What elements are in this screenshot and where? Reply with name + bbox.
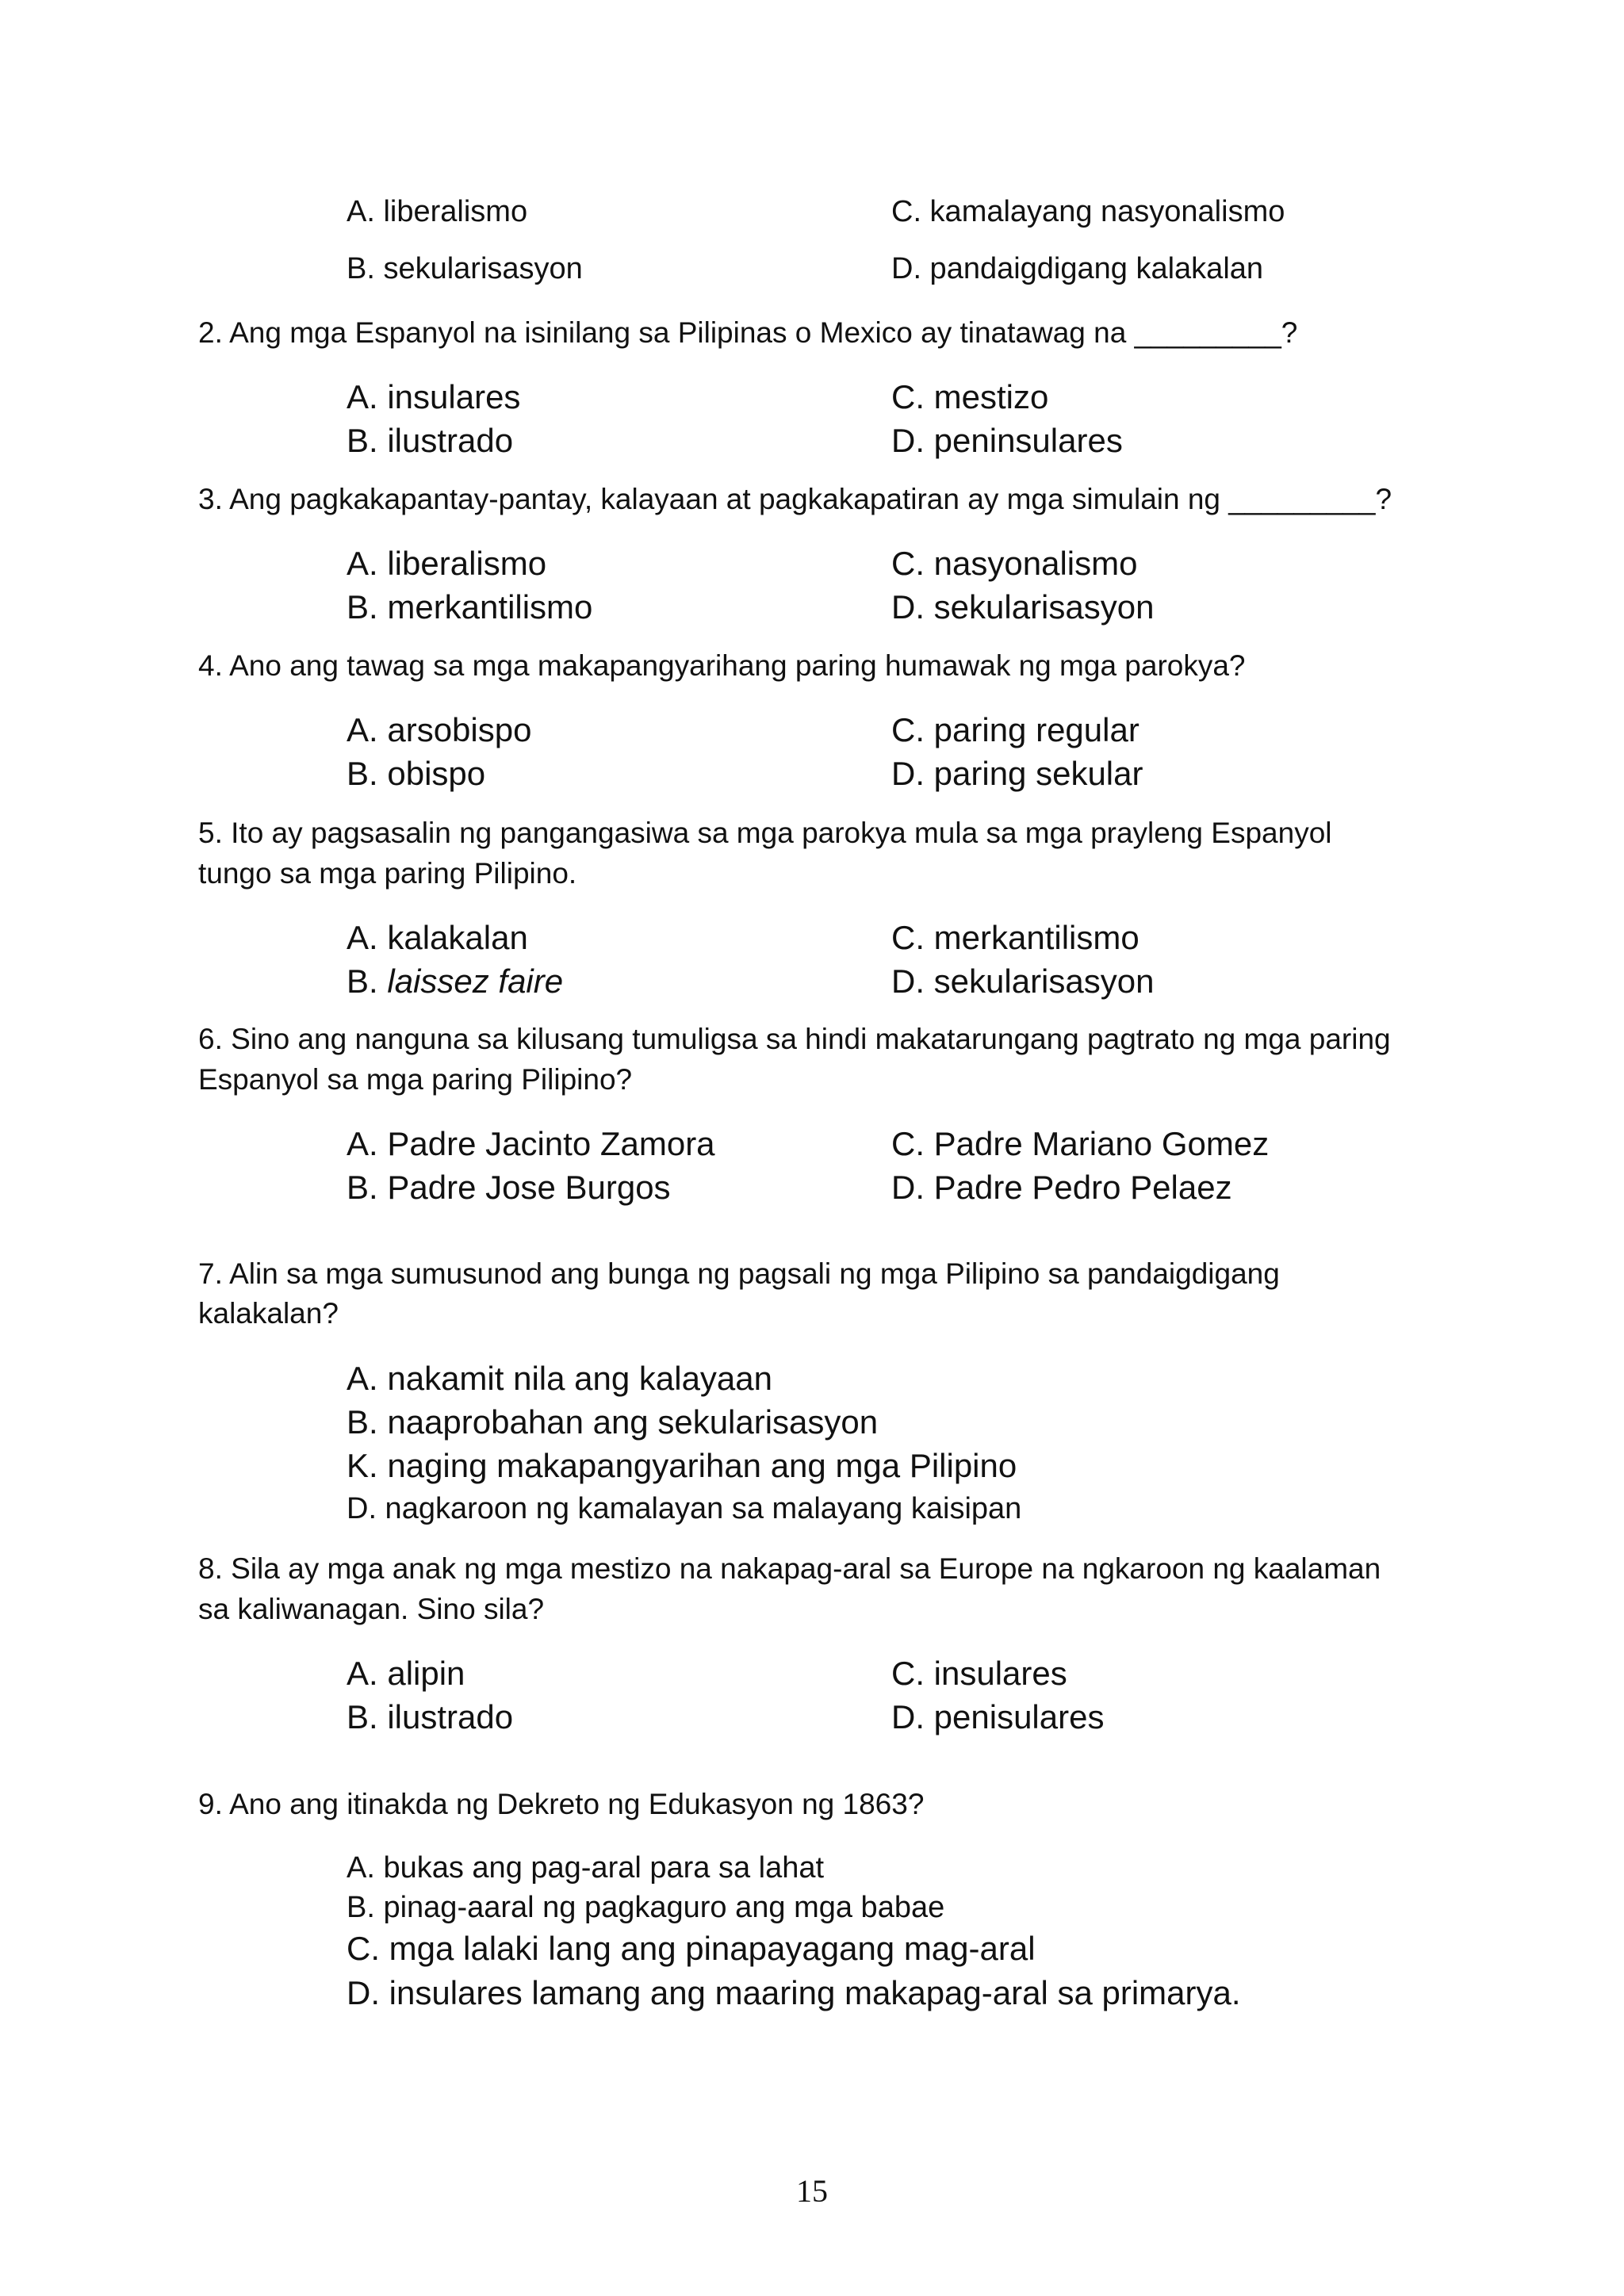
q8-option-a: A. alipin [347,1655,465,1692]
q5-option-d: D. sekularisasyon [891,962,1155,1000]
page-number: 15 [796,2173,828,2209]
q8-text-line1: 8. Sila ay mga anak ng mga mestizo na nakapag-aral sa Europe na ngkaroon ng kaalaman [198,1552,1381,1585]
q9-option-c: C. mga lalaki lang ang pinapayagang mag-aral [347,1930,1036,1967]
q5-text-line2: tungo sa mga paring Pilipino. [198,857,577,890]
q2-option-d: D. peninsulares [891,422,1123,459]
q1-option-b: B. sekularisasyon [347,252,583,285]
q3-option-d: D. sekularisasyon [891,588,1155,626]
q3-option-b: B. merkantilismo [347,588,593,626]
q7-text-line1: 7. Alin sa mga sumusunod ang bunga ng pagsali ng mga Pilipino sa pandaigdigang [198,1257,1280,1290]
q4-text: 4. Ano ang tawag sa mga makapangyarihang paring humawak ng mga parokya? [198,649,1246,682]
q6-option-d: D. Padre Pedro Pelaez [891,1169,1232,1206]
q4-option-c: C. paring regular [891,711,1139,748]
q4-option-a: A. arsobispo [347,711,532,748]
q2-option-b: B. ilustrado [347,422,514,459]
q1-option-a: A. liberalismo [347,195,528,228]
q8-text-line2: sa kaliwanagan. Sino sila? [198,1593,545,1625]
q9-option-d: D. insulares lamang ang maaring makapag-aral sa primarya. [347,1974,1241,2011]
q1-option-c: C. kamalayang nasyonalismo [891,195,1285,228]
q7-text-line2: kalakalan? [198,1297,339,1330]
q7-option-b: B. naaprobahan ang sekularisasyon [347,1403,879,1441]
q9-option-b: B. pinag-aaral ng pagkaguro ang mga babae [347,1891,945,1924]
q5-text-line1: 5. Ito ay pagsasalin ng pangangasiwa sa mga parokya mula sa mga prayleng Espanyol [198,817,1332,849]
q5-option-b-italic: laissez faire [387,962,564,1000]
q8-option-c: C. insulares [891,1655,1067,1692]
q3-option-c: C. nasyonalismo [891,545,1138,582]
q1-option-d: D. pandaigdigang kalakalan [891,252,1264,285]
q4-option-b: B. obispo [347,755,486,792]
q5-option-a: A. kalakalan [347,919,528,956]
q2-option-a: A. insulares [347,378,521,415]
q7-option-a: A. nakamit nila ang kalayaan [347,1360,772,1397]
q6-text-line2: Espanyol sa mga paring Pilipino? [198,1063,633,1096]
q3-text: 3. Ang pagkakapantay-pantay, kalayaan at pagkakapatiran ay mga simulain ng _________? [198,483,1392,515]
q6-option-a: A. Padre Jacinto Zamora [347,1125,715,1162]
q2-text: 2. Ang mga Espanyol na isinilang sa Pilipinas o Mexico ay tinatawag na _________? [198,316,1298,349]
q2-option-c: C. mestizo [891,378,1049,415]
q6-text-line1: 6. Sino ang nanguna sa kilusang tumuligsa sa hindi makatarungang pagtrato ng mga paring [198,1023,1391,1055]
q5-option-c: C. merkantilismo [891,919,1139,956]
q9-option-a: A. bukas ang pag-aral para sa lahat [347,1851,825,1885]
q3-option-a: A. liberalismo [347,545,547,582]
q6-option-b: B. Padre Jose Burgos [347,1169,671,1206]
q8-option-b: B. ilustrado [347,1698,514,1735]
q6-option-c: C. Padre Mariano Gomez [891,1125,1270,1162]
q9-text: 9. Ano ang itinakda ng Dekreto ng Edukasyon ng 1863? [198,1788,925,1820]
q7-option-k: K. naging makapangyarihan ang mga Pilipino [347,1447,1017,1484]
q8-option-d: D. penisulares [891,1698,1105,1735]
q7-option-d: D. nagkaroon ng kamalayan sa malayang kaisipan [347,1492,1022,1525]
q5-option-b [347,962,563,1001]
q4-option-d: D. paring sekular [891,755,1143,792]
q5-option-b-prefix: B. [347,962,378,1000]
